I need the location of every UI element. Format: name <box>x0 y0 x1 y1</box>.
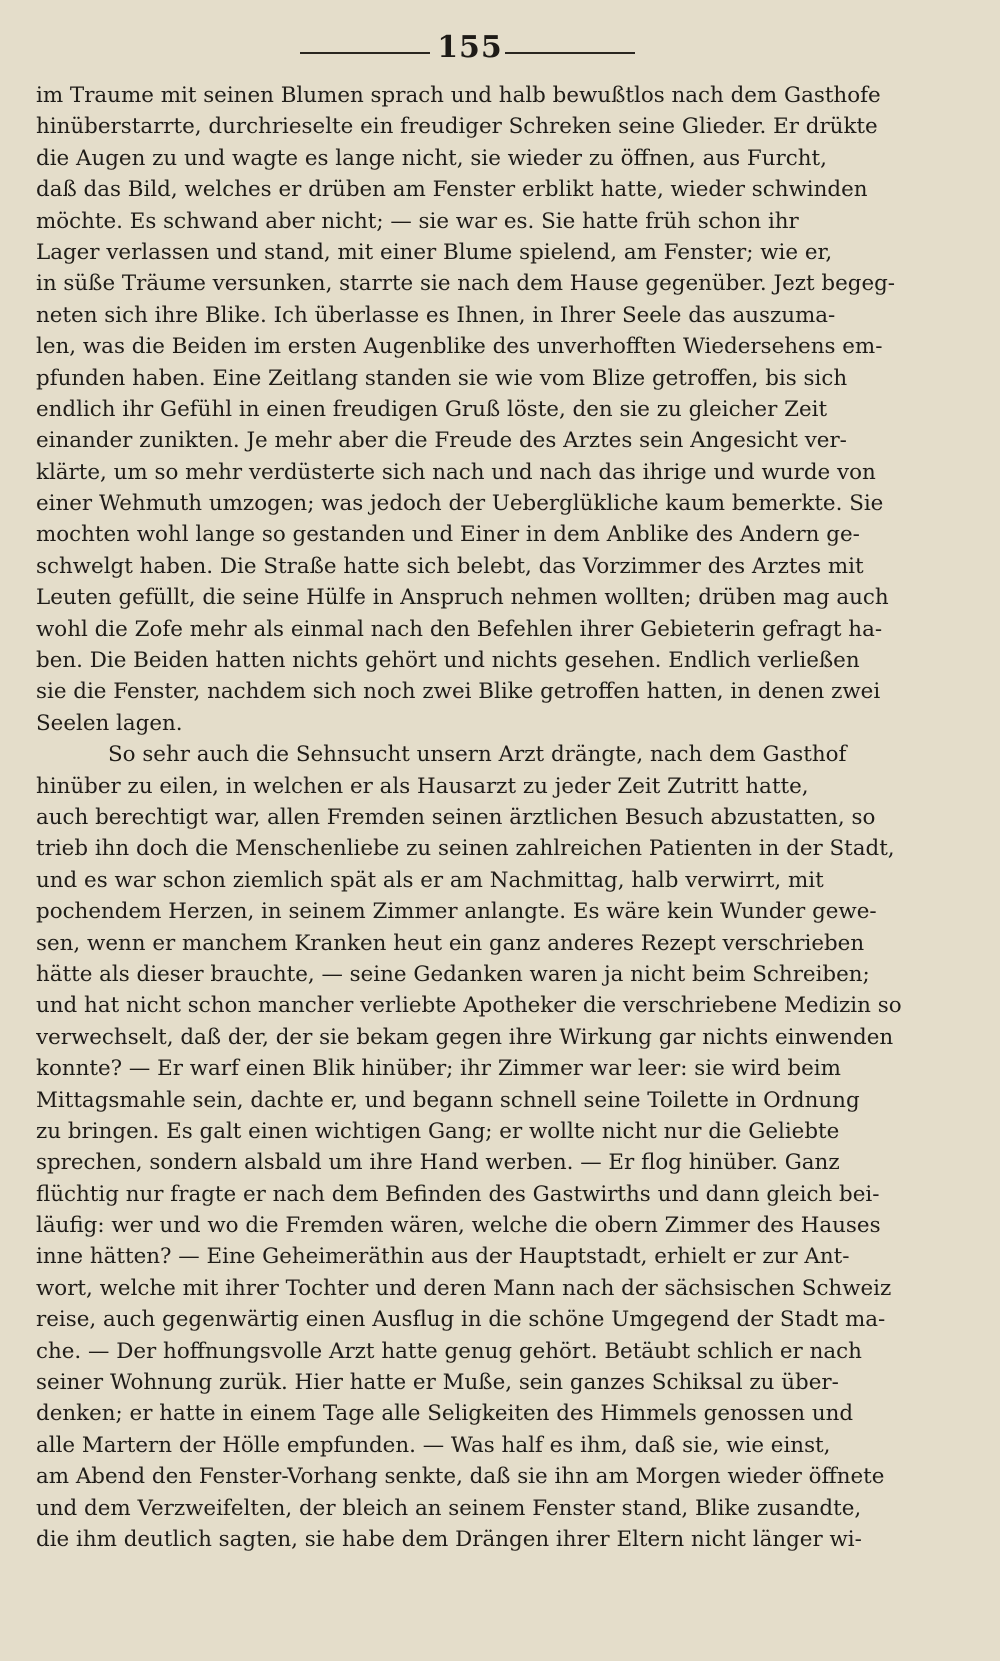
text-line: Seelen lagen. <box>36 710 183 736</box>
text-line: reise, auch gegenwärtig einen Ausflug in die schöne Umgegend der Stadt ma- <box>36 1307 886 1333</box>
text-line: wohl die Zofe mehr als einmal nach den Befehlen ihrer Gebieterin gefragt ha- <box>36 616 883 642</box>
text-line: und dem Verzweifelten, der bleich an seinem Fenster stand, Blike zusandte, <box>36 1495 862 1521</box>
text-line: möchte. Es schwand aber nicht; — sie war es. Sie hatte früh schon ihr <box>36 208 799 234</box>
text-line: einander zunikten. Je mehr aber die Freude des Arztes sein Angesicht ver- <box>36 428 847 454</box>
text-line: len, was die Beiden im ersten Augenblike des unverhofften Wiedersehens em- <box>36 334 883 360</box>
body-text <box>36 80 916 1555</box>
page-header <box>0 22 1000 65</box>
page-number: 155 <box>437 30 503 65</box>
text-line: endlich ihr Gefühl in einen freudigen Gruß löste, den sie zu gleicher Zeit <box>36 396 828 422</box>
text-line: pochendem Herzen, in seinem Zimmer anlangte. Es wäre kein Wunder gewe- <box>36 899 877 925</box>
text-line: einer Wehmuth umzogen; was jedoch der Ueberglükliche kaum bemerkte. Sie <box>36 491 884 517</box>
text-line: klärte, um so mehr verdüsterte sich nach und nach das ihrige und wurde von <box>36 459 876 485</box>
text-line: sen, wenn er manchem Kranken heut ein ganz anderes Rezept verschrieben <box>36 930 865 956</box>
text-line: auch berechtigt war, allen Fremden seinen ärztlichen Besuch abzustatten, so <box>36 804 876 830</box>
text-line: und hat nicht schon mancher verliebte Apotheker die verschriebene Medizin so <box>36 993 902 1019</box>
text-line: mochten wohl lange so gestanden und Einer in dem Anblike des Andern ge- <box>36 522 860 548</box>
text-line: in süße Träume versunken, starrte sie nach dem Hause gegenüber. Jezt begeg- <box>36 271 896 297</box>
text-line: verwechselt, daß der, der sie bekam gegen ihre Wirkung gar nichts einwenden <box>36 1024 894 1050</box>
text-line: am Abend den Fenster-Vorhang senkte, daß sie ihn am Morgen wieder öffnete <box>36 1464 885 1490</box>
text-line: und es war schon ziemlich spät als er am Nachmittag, halb verwirrt, mit <box>36 867 824 893</box>
text-line: wort, welche mit ihrer Tochter und deren Mann nach der sächsischen Schweiz <box>36 1275 892 1301</box>
text-line: hätte als dieser brauchte, — seine Gedanken waren ja nicht beim Schreiben; <box>36 961 870 987</box>
text-line: seiner Wohnung zurük. Hier hatte er Muße, sein ganzes Schiksal zu über- <box>36 1370 839 1396</box>
text-line: daß das Bild, welches er drüben am Fenster erblikt hatte, wieder schwinden <box>36 177 868 203</box>
text-line: die Augen zu und wagte es lange nicht, sie wieder zu öffnen, aus Furcht, <box>36 145 827 171</box>
text-line: neten sich ihre Blike. Ich überlasse es Ihnen, in Ihrer Seele das auszuma- <box>36 302 836 328</box>
text-line: im Traume mit seinen Blumen sprach und halb bewußtlos nach dem Gasthofe <box>36 83 881 108</box>
text-line: Mittagsmahle sein, dachte er, und begann schnell seine Toilette in Ordnung <box>36 1087 860 1113</box>
text-line: läufig: wer und wo die Fremden wären, welche die obern Zimmer des Hauses <box>36 1213 881 1239</box>
text-line: hinüber zu eilen, in welchen er als Hausarzt zu jeder Zeit Zutritt hatte, <box>36 773 809 799</box>
text-line: konnte? — Er warf einen Blik hinüber; ihr Zimmer war leer: sie wird beim <box>36 1056 841 1082</box>
text-line: ben. Die Beiden hatten nichts gehört und nichts gesehen. Endlich verließen <box>36 648 860 674</box>
text-line: che. — Der hoffnungsvolle Arzt hatte genug gehört. Betäubt schlich er nach <box>36 1338 862 1364</box>
text-line: schwelgt haben. Die Straße hatte sich belebt, das Vorzimmer des Arztes mit <box>36 553 864 579</box>
text-line: zu bringen. Es galt einen wichtigen Gang; er wollte nicht nur die Geliebte <box>36 1118 840 1144</box>
text-line: flüchtig nur fragte er nach dem Befinden des Gastwirths und dann gleich bei- <box>36 1181 880 1207</box>
text-line: Leuten gefüllt, die seine Hülfe in Anspruch nehmen wollten; drüben mag auch <box>36 585 889 611</box>
text-line: denken; er hatte in einem Tage alle Seligkeiten des Himmels genossen und <box>36 1401 854 1427</box>
text-line: Lager verlassen und stand, mit einer Blume spielend, am Fenster; wie er, <box>36 239 833 265</box>
text-line: die ihm deutlich sagten, sie habe dem Drängen ihrer Eltern nicht länger wi- <box>36 1526 862 1552</box>
text-line: trieb ihn doch die Menschenliebe zu seinen zahlreichen Patienten in der Stadt, <box>36 836 895 862</box>
text-line: inne hätten? — Eine Geheimeräthin aus der Hauptstadt, erhielt er zur Ant- <box>36 1244 850 1270</box>
text-line: So sehr auch die Sehnsucht unsern Arzt drängte, nach dem Gasthof <box>108 742 847 768</box>
header-rule-left <box>300 52 430 54</box>
text-line: hinüberstarrte, durchrieselte ein freudiger Schreken seine Glieder. Er drükte <box>36 114 878 140</box>
text-line: alle Martern der Hölle empfunden. — Was half es ihm, daß sie, wie einst, <box>36 1432 831 1458</box>
header-rule-right <box>505 52 635 54</box>
text-line: sie die Fenster, nachdem sich noch zwei Blike getroffen hatten, in denen zwei <box>36 679 881 705</box>
text-line: pfunden haben. Eine Zeitlang standen sie wie vom Blize getroffen, bis sich <box>36 365 848 391</box>
text-line: sprechen, sondern alsbald um ihre Hand werben. — Er flog hinüber. Ganz <box>36 1150 840 1176</box>
